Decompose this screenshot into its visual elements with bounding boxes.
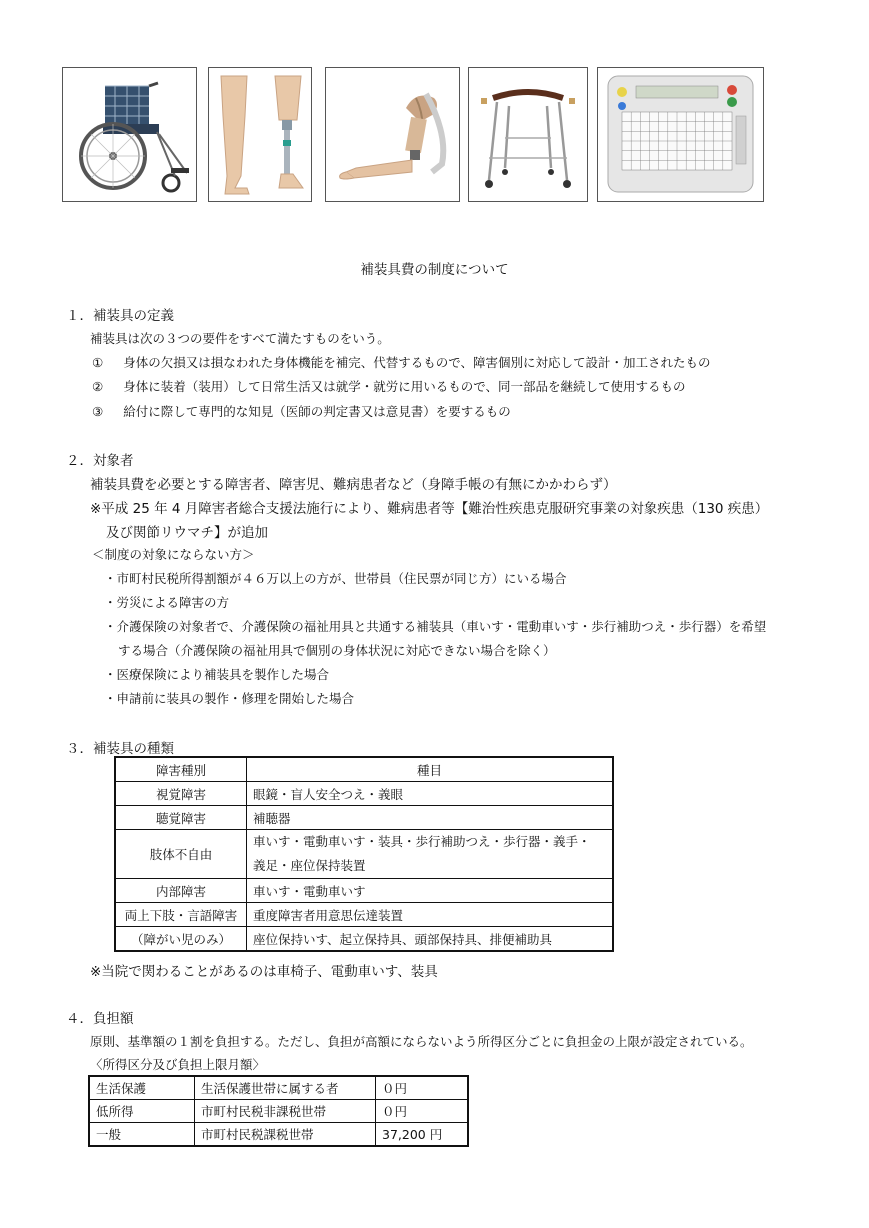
item-number: ① [92, 355, 104, 370]
not-target-bullet: ・市町村民税所得割額が４６万以上の方が、世帯員（住民票が同じ方）にいる場合 [104, 571, 567, 586]
table-row [115, 830, 613, 879]
table-row [89, 1076, 468, 1100]
table-row [89, 1123, 468, 1147]
monthly-limit: ０円 [376, 1100, 469, 1123]
disability-type: 両上下肢・言語障害 [115, 903, 247, 927]
section-2-note1: ※平成 25 年 4 月障害者総合支援法施行により、難病患者等【難治性疾患克服研究事業の対象疾患（130 疾患） [90, 501, 769, 517]
header-disability-type: 障害種別 [115, 757, 247, 782]
section-3-heading: ３．補装具の種類 [66, 741, 174, 757]
disability-type: 聴覚障害 [115, 806, 247, 830]
photo-communication-device [597, 67, 764, 202]
table-row [115, 903, 613, 927]
income-category: 生活保護 [89, 1076, 195, 1100]
definition-item-2 [92, 377, 685, 395]
section-2-line1: 補装具費を必要とする障害者、障害児、難病患者など（身障手帳の有無にかかわらず） [90, 477, 617, 493]
document-title: 補装具費の制度について [360, 262, 509, 278]
section-2-heading: ２．対象者 [66, 453, 134, 469]
section-3-note: ※当院で関わることがあるのは車椅子、電動車いす、装具 [90, 964, 438, 980]
definition-item-1 [92, 353, 710, 371]
income-category: 低所得 [89, 1100, 195, 1123]
device-items: 眼鏡・盲人安全つえ・義眼 [247, 782, 614, 806]
device-items-line2: 義足・座位保持装置 [253, 858, 366, 873]
item-number: ② [92, 379, 104, 394]
not-target-bullet: ・労災による障害の方 [104, 595, 230, 610]
not-target-heading: ＜制度の対象にならない方＞ [92, 547, 255, 562]
header-items: 種目 [247, 757, 614, 782]
income-description: 市町村民税課税世帯 [195, 1123, 376, 1147]
income-limit-table [88, 1075, 469, 1147]
table-row [115, 782, 613, 806]
disability-type: 内部障害 [115, 879, 247, 903]
section-4-heading: ４．負担額 [66, 1011, 134, 1027]
table-row [89, 1100, 468, 1123]
device-items: 車いす・電動車いす [247, 879, 614, 903]
device-items-line1: 車いす・電動車いす・装具・歩行補助つえ・歩行器・義手・ [253, 834, 591, 849]
photo-prosthetic-arm [325, 67, 460, 202]
section-2-note2: 及び関節リウマチ】が追加 [106, 525, 268, 541]
section-1-intro: 補装具は次の３つの要件をすべて満たすものをいう。 [90, 331, 390, 346]
device-types-table [114, 756, 614, 952]
disability-type: 視覚障害 [115, 782, 247, 806]
photo-prosthetic-legs [208, 67, 312, 202]
not-target-bullet: ・申請前に装具の製作・修理を開始した場合 [104, 691, 355, 706]
table-header-row [115, 757, 613, 782]
income-description: 生活保護世帯に属する者 [195, 1076, 376, 1100]
item-text: 給付に際して専門的な知見（医師の判定書又は意見書）を要するもの [123, 404, 511, 419]
disability-type: （障がい児のみ） [115, 927, 247, 952]
item-number: ③ [92, 404, 104, 419]
item-text: 身体に装着（装用）して日常生活又は就学・就労に用いるもので、同一部品を継続して使用するもの [123, 379, 686, 394]
device-items: 補聴器 [247, 806, 614, 830]
not-target-bullet-cont: する場合（介護保険の福祉用具で個別の身体状況に対応できない場合を除く） [118, 643, 556, 658]
not-target-bullet: ・介護保険の対象者で、介護保険の福祉用具と共通する補装具（車いす・電動車いす・歩行補助つえ・歩行器）を希望 [104, 619, 767, 634]
income-description: 市町村民税非課税世帯 [195, 1100, 376, 1123]
item-text: 身体の欠損又は損なわれた身体機能を補完、代替するもので、障害個別に対応して設計・加工されたもの [123, 355, 711, 370]
photo-wheelchair [62, 67, 197, 202]
income-table-caption: 〈所得区分及び負担上限月額〉 [90, 1057, 266, 1072]
section-1-heading: １．補装具の定義 [66, 308, 174, 324]
table-row [115, 806, 613, 830]
device-items: 座位保持いす、起立保持具、頭部保持具、排便補助具 [247, 927, 614, 952]
not-target-bullet: ・医療保険により補装具を製作した場合 [104, 667, 330, 682]
device-items: 重度障害者用意思伝達装置 [247, 903, 614, 927]
income-category: 一般 [89, 1123, 195, 1147]
device-items [247, 830, 614, 879]
monthly-limit: ０円 [376, 1076, 469, 1100]
photo-walker [468, 67, 588, 202]
definition-item-3 [92, 402, 511, 420]
section-4-line1: 原則、基準額の１割を負担する。ただし、負担が高額にならないよう所得区分ごとに負担金の上限が設定されている。 [90, 1034, 753, 1049]
table-row [115, 879, 613, 903]
table-row [115, 927, 613, 952]
monthly-limit: 37,200 円 [376, 1123, 469, 1147]
disability-type: 肢体不自由 [115, 830, 247, 879]
